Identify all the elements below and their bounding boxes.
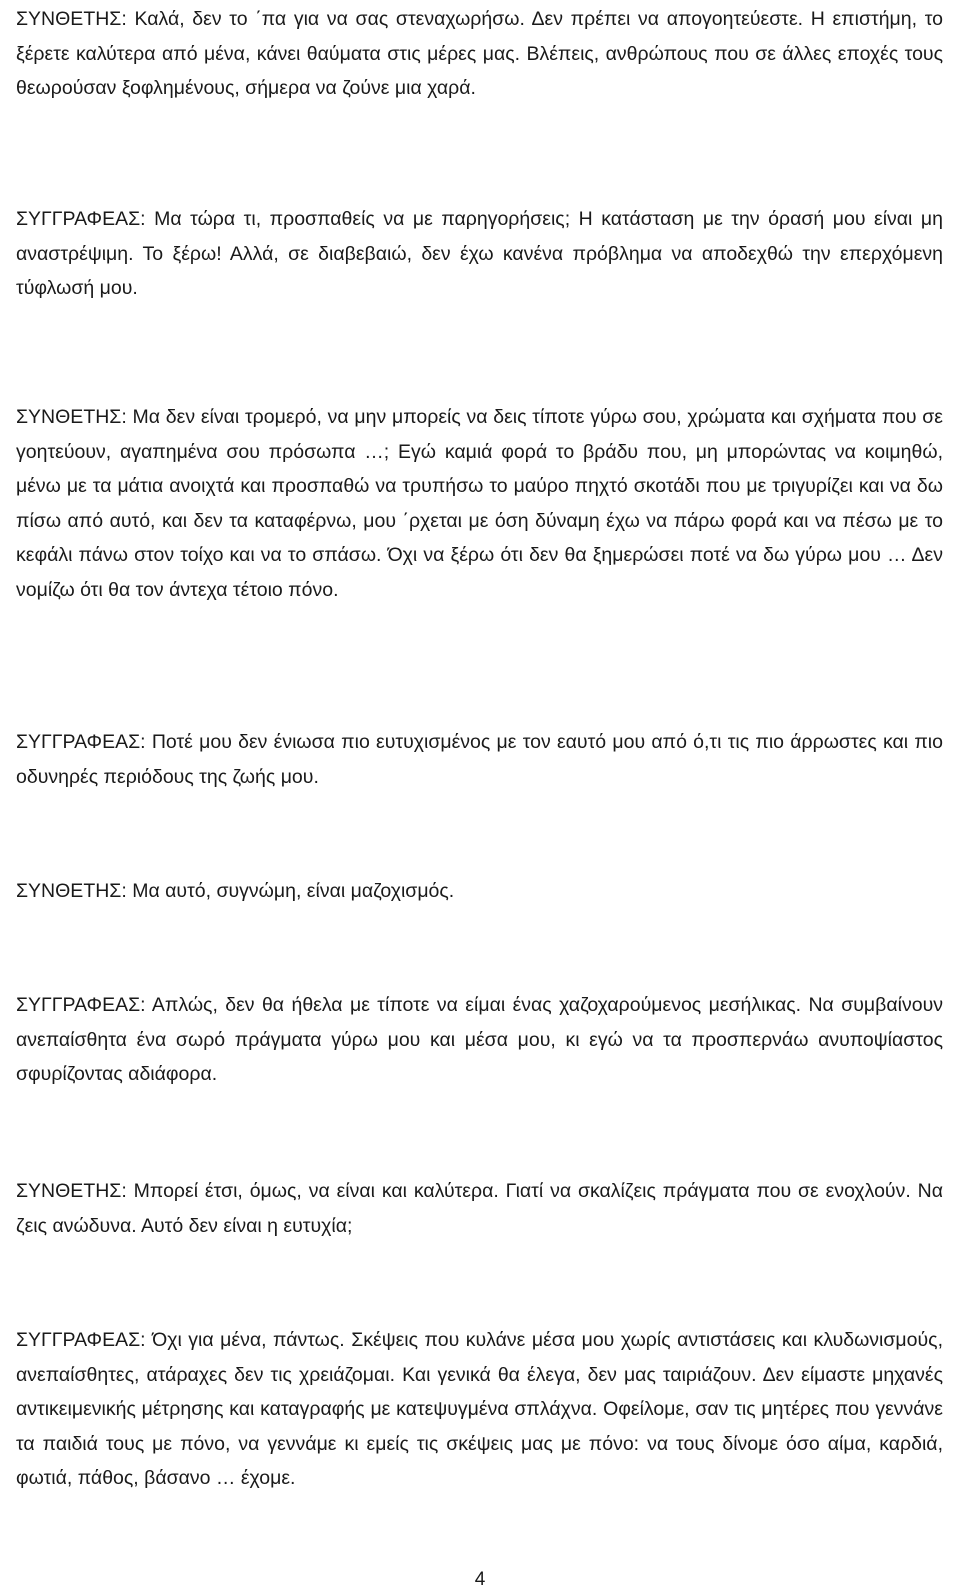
paragraph-composer-3: ΣΥΝΘΕΤΗΣ: Μα αυτό, συγνώμη, είναι μαζοχισμός. bbox=[16, 880, 455, 902]
page-number: 4 bbox=[474, 1569, 486, 1590]
paragraph-composer-4: ΣΥΝΘΕΤΗΣ: Μπορεί έτσι, όμως, να είναι και καλύτερα. Γιατί να σκαλίζεις πράγματα που σε ενοχλούν. Να ζεις ανώδυνα. Αυτό δεν είναι η ευτυχία; bbox=[16, 1180, 943, 1237]
paragraph-writer-3: ΣΥΓΓΡΑΦΕΑΣ: Απλώς, δεν θα ήθελα με τίποτε να είμαι ένας χαζοχαρούμενος μεσήλικας. Να συμβαίνουν ανεπαίσθητα ένα σωρό πράγματα γύρω μου και μέσα μου, κι εγώ να τα προσπερνάω ανυποψίαστος σφυρίζοντας αδιάφορα. bbox=[16, 994, 943, 1085]
paragraph-composer-2: ΣΥΝΘΕΤΗΣ: Μα δεν είναι τρομερό, να μην μπορείς να δεις τίποτε γύρω σου, χρώματα και σχήματα που σε γοητεύουν, αγαπημένα σου πρόσωπα …; Εγώ καμιά φορά το βράδυ που, μη μπορώντας να κοιμηθώ, μένω με τα μάτια ανοιχτά και προσπαθώ να τρυπήσω το μαύρο πηχτό σκοτάδι που με τριγυρίζει και να δω πίσω από αυτό, και δεν τα καταφέρνω, μου ΄ρχεται με όση δύναμη έχω να πάρω φορά και να πέσω με το κεφάλι πάνω στον τοίχο και να το σπάσω. Όχι να ξέρω ότι δεν θα ξημερώσει ποτέ να δω γύρω μου … Δεν νομίζω ότι θα τον άντεχα τέτοιο πόνο. bbox=[16, 406, 943, 601]
paragraph-writer-4: ΣΥΓΓΡΑΦΕΑΣ: Όχι για μένα, πάντως. Σκέψεις που κυλάνε μέσα μου χωρίς αντιστάσεις και κλυδωνισμούς, ανεπαίσθητες, ατάραχες δεν τις χρειάζομαι. Και γενικά θα έλεγα, δεν μας ταιριάζουν. Δεν είμαστε μηχανές αντικειμενικής μέτρησης και καταγραφής με κατεψυγμένα σπλάχνα. Οφείλομε, σαν τις μητέρες που γεννάνε τα παιδιά τους με πόνο, να γεννάμε κι εμείς τις σκέψεις μας με πόνο: να τους δίνομε όσο αίμα, καρδιά, φωτιά, πάθος, βάσανο … έχομε. bbox=[16, 1329, 943, 1489]
paragraph-writer-1: ΣΥΓΓΡΑΦΕΑΣ: Μα τώρα τι, προσπαθείς να με παρηγορήσεις; Η κατάσταση με την όρασή μου είναι μη αναστρέψιμη. Το ξέρω! Αλλά, σε διαβεβαιώ, δεν έχω κανένα πρόβλημα να αποδεχθώ την επερχόμενη τύφλωσή μου. bbox=[16, 208, 943, 299]
paragraph-composer-1: ΣΥΝΘΕΤΗΣ: Καλά, δεν το ΄πα για να σας στεναχωρήσω. Δεν πρέπει να απογοητεύεστε. Η επιστήμη, το ξέρετε καλύτερα από μένα, κάνει θαύματα στις μέρες μας. Βλέπεις, ανθρώπους που σε άλλες εποχές τους θεωρούσαν ξοφλημένους, σήμερα να ζούνε μια χαρά. bbox=[16, 8, 943, 99]
paragraph-writer-2: ΣΥΓΓΡΑΦΕΑΣ: Ποτέ μου δεν ένιωσα πιο ευτυχισμένος με τον εαυτό μου από ό,τι τις πιο άρρωστες και πιο οδυνηρές περιόδους της ζωής μου. bbox=[16, 731, 943, 788]
